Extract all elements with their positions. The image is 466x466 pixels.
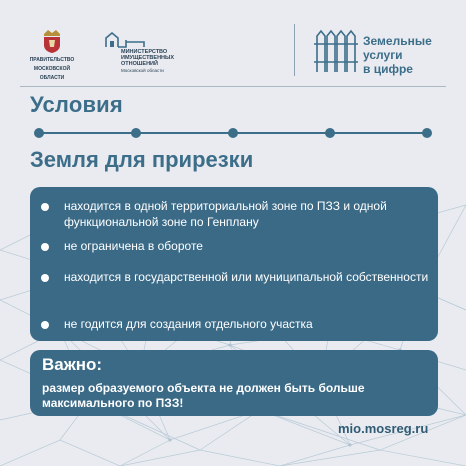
brand-line-3: в цифре [363,62,413,76]
conditions-panel [30,187,438,341]
list-item [64,198,434,230]
page-subtitle: Земля для прирезки [30,147,254,172]
brand-line-1: Земельные [363,34,432,48]
list-item [64,238,434,254]
condition-text: находится в одной территориальной зоне по ПЗЗ и одной функциональной зоне по Генплану [64,199,387,229]
timeline-dot [34,128,44,138]
header-separator [20,86,446,87]
bullet-icon [41,321,49,329]
bullet-icon [41,243,49,251]
ministry-name-line-3: ОТНОШЕНИЙ [121,61,158,68]
government-logo-line-1: ПРАВИТЕЛЬСТВО [29,57,75,63]
list-item [64,316,434,332]
note-title: Важно: [42,355,103,374]
bullet-icon [41,274,49,282]
timeline-dot [422,128,432,138]
fence-icon [314,28,358,74]
condition-text: не ограничена в обороте [64,239,203,253]
bullet-icon [41,203,49,211]
ministry-name [121,49,174,68]
government-logo [20,28,84,81]
important-note [30,350,438,416]
list-item [64,269,434,285]
government-logo-line-3: ОБЛАСТИ [39,75,65,81]
timeline [34,127,432,139]
ministry-name-line-1: МИНИСТЕРСТВО [121,49,168,55]
ministry-name-line-2: ИМУЩЕСТВЕННЫХ [121,55,175,62]
government-logo-line-2: МОСКОВСКОЙ [33,66,71,72]
coat-of-arms-icon [41,28,63,54]
brand-title [363,34,432,76]
ministry-house-icon [104,32,164,48]
note-text: размер образуемого объекта не должен быть больше максимального по ПЗЗ! [42,381,365,410]
header-divider [294,24,295,76]
ministry-region: Московской области [121,68,164,73]
condition-text: не годится для создания отдельного участка [64,317,313,331]
website-link[interactable]: mio.mosreg.ru [338,421,429,436]
timeline-dot [131,128,141,138]
page-title: Условия [30,92,123,117]
brand-line-2: услуги [363,48,403,62]
condition-text: находится в государственной или муниципальной собственности [64,270,429,284]
timeline-dot [228,128,238,138]
timeline-dot [325,128,335,138]
